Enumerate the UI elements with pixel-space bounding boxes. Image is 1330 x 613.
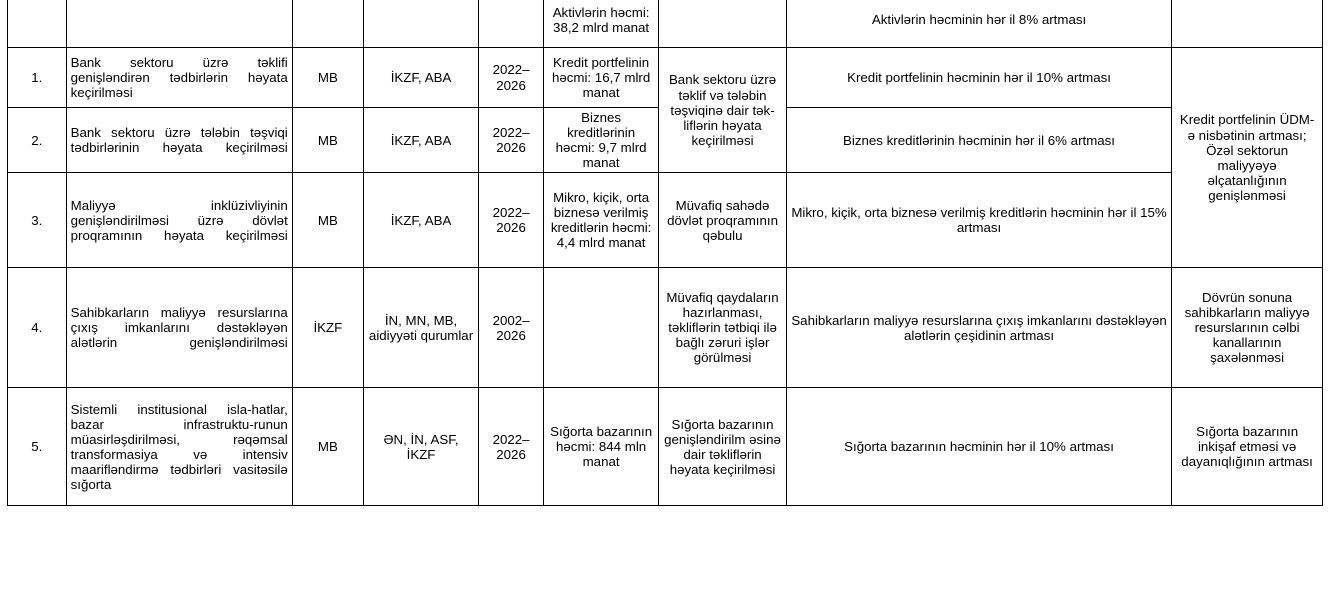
cell-measure: Sahibkarların maliyyə resurslarına çıxış imkanlarını dəstəkləyən alətlərin genişləndirilməsi (66, 268, 292, 388)
cell-measure: Bank sektoru üzrə təklifi genişləndirən tədbirlərin həyata keçirilməsi (66, 48, 292, 108)
cell-co-executors: İKZF, ABA (363, 108, 478, 173)
table-row (8, 388, 1323, 506)
cell-measure (66, 0, 292, 48)
cell-impact: Dövrün sonuna sahibkarların maliyyə resurslarının cəlbi kanallarının şaxələnməsi (1172, 268, 1323, 388)
cell-target: Aktivlərin həcminin hər il 8% artması (786, 0, 1171, 48)
cell-no: 3. (8, 173, 67, 268)
cell-years: 2022–2026 (479, 48, 544, 108)
cell-co-executors (363, 0, 478, 48)
cell-output: Sığorta bazarının genişləndirilm əsinə dair təkliflərin həyata keçirilməsi (659, 388, 787, 506)
cell-executor: MB (292, 388, 363, 506)
cell-indicator: Mikro, kiçik, orta biznesə verilmiş kreditlərin həcmi: 4,4 mlrd manat (544, 173, 659, 268)
cell-measure: Sistemli institusional isla-hatlar, bazar infrastruktu-runun müasirləşdirilməsi, rəqəmsal transformasiya və intensiv maarifləndirmə tədbirləri vasitəsilə sığorta (66, 388, 292, 506)
cell-executor: MB (292, 173, 363, 268)
table-row (8, 268, 1323, 388)
cell-target: Sahibkarların maliyyə resurslarına çıxış imkanlarını dəstəkləyən alətlərin çeşidinin artması (786, 268, 1171, 388)
cell-target: Mikro, kiçik, orta biznesə verilmiş kreditlərin həcminin hər il 15% artması (786, 173, 1171, 268)
cell-impact (1172, 0, 1323, 48)
cell-impact: Kredit portfelinin ÜDM-ə nisbətinin artması; Özəl sektorun maliyyəyə əlçatanlığının genişlənməsi (1172, 48, 1323, 268)
cell-executor: MB (292, 48, 363, 108)
measures-table (7, 0, 1323, 506)
table-row (8, 0, 1323, 48)
cell-measure: Bank sektoru üzrə tələbin təşviqi tədbirlərinin həyata keçirilməsi (66, 108, 292, 173)
cell-executor: MB (292, 108, 363, 173)
table-row (8, 173, 1323, 268)
cell-indicator: Aktivlərin həcmi: 38,2 mlrd manat (544, 0, 659, 48)
cell-co-executors: İKZF, ABA (363, 48, 478, 108)
cell-no: 4. (8, 268, 67, 388)
cell-co-executors: İKZF, ABA (363, 173, 478, 268)
cell-output: Bank sektoru üzrə təklif və tələbin təşviqinə dair tək-liflərin həyata keçirilməsi (659, 48, 787, 173)
cell-target: Kredit portfelinin həcminin hər il 10% artması (786, 48, 1171, 108)
cell-years: 2022–2026 (479, 388, 544, 506)
cell-executor: İKZF (292, 268, 363, 388)
table-row (8, 48, 1323, 108)
cell-indicator: Kredit portfelinin həcmi: 16,7 mlrd manat (544, 48, 659, 108)
cell-years: 2022–2026 (479, 108, 544, 173)
cell-co-executors: ƏN, İN, ASF, İKZF (363, 388, 478, 506)
cell-output: Müvafiq sahədə dövlət proqramının qəbulu (659, 173, 787, 268)
cell-output: Müvafiq qaydaların hazırlanması, təkliflərin tətbiqi ilə bağlı zəruri işlər görülməsi (659, 268, 787, 388)
cell-indicator (544, 268, 659, 388)
cell-indicator: Sığorta bazarının həcmi: 844 mln manat (544, 388, 659, 506)
cell-no: 2. (8, 108, 67, 173)
cell-impact: Sığorta bazarının inkişaf etməsi və dayanıqlığının artması (1172, 388, 1323, 506)
cell-no: 5. (8, 388, 67, 506)
cell-co-executors: İN, MN, MB, aidiyyəti qurumlar (363, 268, 478, 388)
cell-measure: Maliyyə inklüzivliyinin genişləndirilməsi üzrə dövlət proqramının həyata keçirilməsi (66, 173, 292, 268)
cell-years (479, 0, 544, 48)
cell-no (8, 0, 67, 48)
cell-target: Biznes kreditlərinin həcminin hər il 6% artması (786, 108, 1171, 173)
cell-no: 1. (8, 48, 67, 108)
cell-years: 2002–2026 (479, 268, 544, 388)
cell-executor (292, 0, 363, 48)
cell-target: Sığorta bazarının həcminin hər il 10% artması (786, 388, 1171, 506)
cell-years: 2022–2026 (479, 173, 544, 268)
cell-output (659, 0, 787, 48)
cell-indicator: Biznes kreditlərinin həcmi: 9,7 mlrd manat (544, 108, 659, 173)
